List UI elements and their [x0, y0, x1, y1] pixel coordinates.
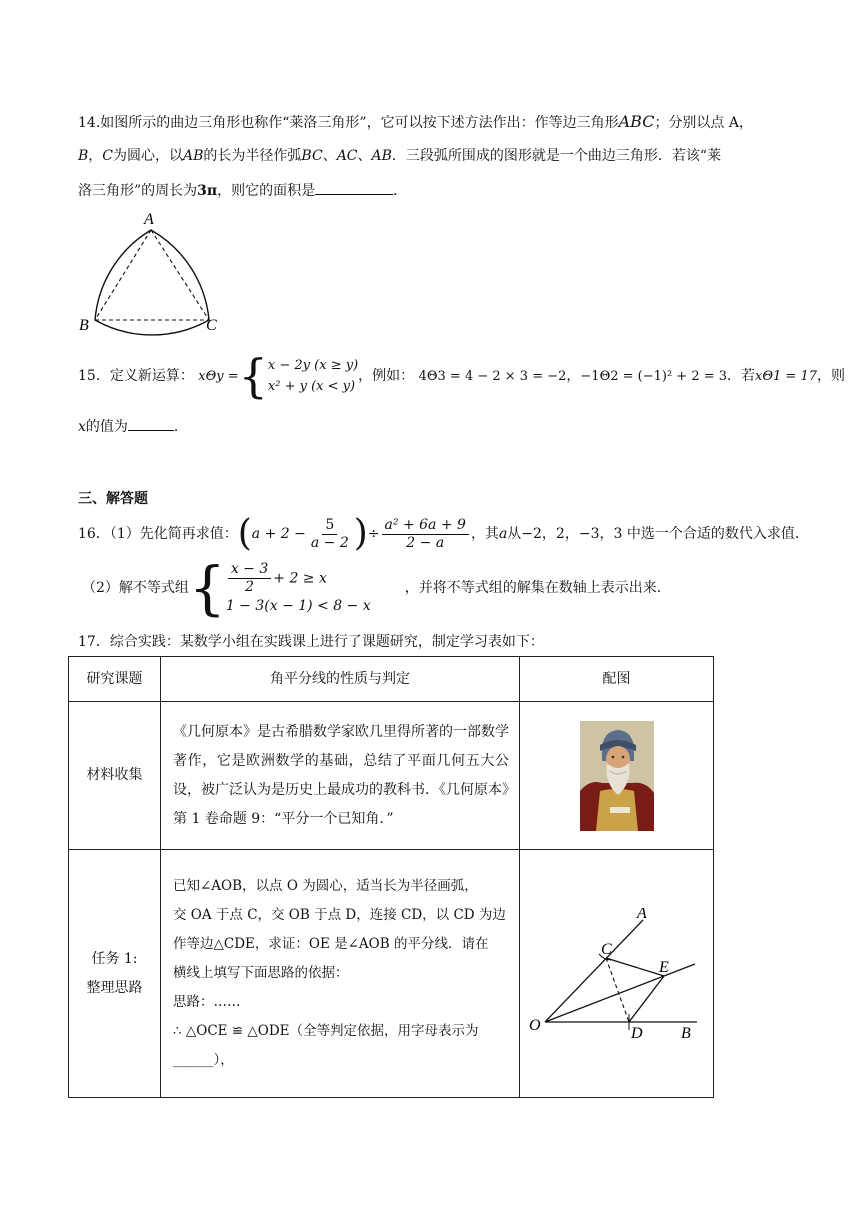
q16-part2-label: （2）解不等式组: [82, 580, 189, 596]
study-table: [68, 656, 714, 1098]
section-3-title: 三、解答题: [78, 491, 148, 507]
q15-example-2: −1Θ2 = (−1)² + 2 = 3: [580, 369, 728, 384]
q14-line-3: [78, 180, 407, 201]
label-a: A: [144, 211, 154, 228]
row2-line: 横线上填写下面思路的依据：: [173, 965, 349, 981]
q14-arc-ab: AB: [371, 148, 392, 164]
row2-line: 已知∠AOB，以点 O 为圆心，适当长为半径画弧，: [173, 878, 478, 894]
row1-text: 《几何原本》是古希腊数学家欧几里得所著的一部数学著作，它是欧洲数学的基础，总结了平面几何五大公设，被广泛认为是历史上最成功的教科书．《几何原本》第 1 卷命题 9：“平分一个已知角．”: [173, 723, 509, 827]
q14-text: ．三段弧所围成的图形就是一个曲边三角形．若该“莱: [391, 148, 722, 164]
ray-oe: [545, 964, 695, 1022]
q15-text: ．: [173, 419, 188, 435]
q16-part1-label: （1）先化简再求值：: [109, 526, 238, 542]
q15-text: 的值为: [85, 419, 128, 435]
q16-divide-sign: ÷: [367, 526, 380, 542]
q14-text: 为圆心，以: [113, 148, 184, 164]
q16-text: 从−2，2，−3，3 中选一个合适的数代入求值．: [507, 526, 809, 542]
label-a: A: [636, 907, 647, 922]
q15-case-1: x − 2y (x ≥ y): [267, 358, 359, 373]
q15-brace: {: [238, 349, 268, 403]
header-topic: 研究课题: [69, 657, 161, 702]
q15-text: ，则: [817, 368, 845, 384]
ray-oa: [545, 920, 643, 1022]
q14-text: ，则它的面积是: [217, 183, 316, 199]
q16-fraction-1: [308, 517, 352, 552]
euclid-portrait: [580, 721, 654, 831]
row2-content: [161, 850, 520, 1098]
row1-content: [161, 702, 520, 850]
q15-case-2: x² + y (x < y): [267, 379, 356, 394]
q16-text: ，并将不等式组的解集在数轴上表示出来．: [404, 580, 671, 596]
fraction-numerator: x − 3: [228, 561, 271, 579]
table-header-row: [69, 657, 714, 702]
q15-text: 定义新运算：: [109, 368, 194, 384]
row2-label-1: 任务 1:: [91, 950, 138, 967]
q16-text: ，其: [470, 526, 499, 542]
row2-label: [69, 850, 161, 1098]
row2-line: 交 OA 于点 C，交 OB 于点 D，连接 CD，以 CD 为边: [173, 907, 506, 923]
q16-inequality-1: [226, 561, 371, 596]
q16-part-2: [82, 554, 671, 622]
q16-fraction-2: [382, 517, 469, 552]
q15-line-1: [78, 349, 845, 403]
q16-expr: a + 2 −: [251, 526, 306, 542]
q14-var: B: [78, 148, 89, 164]
q14-arc-bc: BC: [301, 148, 323, 164]
fraction-numerator: a² + 6a + 9: [382, 517, 469, 535]
q15-var-x: x: [78, 419, 86, 435]
q16-part-1: [78, 512, 809, 556]
q16-paren-open: (: [237, 513, 252, 554]
q15-text: ．若: [727, 368, 756, 384]
angle-bisector-figure: [525, 908, 709, 1058]
q14-number: 14.: [78, 115, 101, 131]
q14-text: ．: [393, 183, 408, 199]
q15-line-2: [78, 416, 188, 437]
q15-answer-blank[interactable]: [128, 416, 174, 431]
label-e: E: [658, 958, 669, 976]
q14-text: 、: [357, 148, 372, 164]
q16-brace: {: [188, 554, 226, 622]
q14-var: AB: [183, 148, 204, 164]
row2-line: 作等边△CDE，求证：OE 是∠AOB 的平分线．请在: [173, 936, 489, 952]
q16-number: 16．: [78, 526, 110, 542]
label-o: O: [528, 1016, 541, 1034]
row2-line: ∴ △OCE ≌ △ODE（全等判定依据，用字母表示为: [173, 1023, 479, 1039]
q14-text: ，: [88, 148, 103, 164]
q14-text: ；分别以点 A，: [654, 115, 753, 131]
table-row-task1: [69, 850, 714, 1098]
row2-figure-cell: [520, 850, 714, 1098]
q16-paren-close: ): [353, 513, 368, 554]
q15-cases: [268, 355, 358, 397]
triangle-side-ab: [95, 230, 151, 320]
row2-text: [161, 868, 519, 1079]
label-b: B: [79, 317, 89, 334]
row1-label: 材料收集: [69, 702, 161, 850]
header-figure: 配图: [520, 657, 714, 702]
q16-ineq-fraction: [228, 561, 271, 596]
q14-text: 的长为半径作弧: [203, 148, 302, 164]
label-c: C: [600, 940, 612, 958]
row2-label-2: 整理思路: [86, 979, 143, 996]
q16-var-a: a: [498, 526, 508, 542]
q15-definition-lhs: xΘy =: [198, 369, 239, 384]
q14-text: 、: [322, 148, 337, 164]
segment-cd: [606, 958, 629, 1022]
label-c: C: [206, 317, 217, 334]
row2-line: 思路：……: [173, 994, 241, 1010]
q14-answer-blank[interactable]: [315, 180, 393, 195]
fraction-denominator: 2: [245, 578, 254, 595]
fraction-denominator: 2 − a: [406, 534, 445, 551]
table-row-materials: [69, 702, 714, 850]
fraction-denominator: a − 2: [310, 534, 349, 551]
q16-ineq-rest: + 2 ≥ x: [273, 570, 327, 586]
q14-line-2: [78, 146, 721, 166]
q14-line-1: [78, 112, 753, 133]
q14-perimeter: 3π: [197, 183, 218, 199]
q16-inequality-2: 1 − 3(x − 1) < 8 − x: [225, 597, 371, 614]
reuleaux-triangle-figure: [76, 206, 236, 338]
q17-intro: 17．综合实践：某数学小组在实践课上进行了课题研究，制定学习表如下：: [78, 634, 544, 650]
row1-figure-cell: [520, 702, 714, 850]
q16-inequalities: [226, 561, 371, 616]
q14-text: 如图所示的曲边三角形也称作“莱洛三角形”，它可以按下述方法作出：作等边三角形: [100, 115, 619, 131]
q14-arc-ac: AC: [336, 148, 358, 164]
row2-line: ______），: [173, 1052, 234, 1068]
triangle-side-ac: [151, 230, 209, 320]
q15-text: ，: [566, 368, 581, 384]
q15-number: 15．: [78, 368, 110, 384]
q15-text: ，例如：: [358, 368, 415, 384]
header-title: 角平分线的性质与判定: [161, 657, 520, 702]
label-b: B: [680, 1024, 691, 1042]
reuleaux-outline: [95, 230, 209, 335]
fraction-numerator: 5: [322, 517, 337, 535]
segment-ce: [606, 958, 664, 976]
label-d: D: [630, 1024, 643, 1042]
q14-text: 洛三角形”的周长为: [78, 183, 198, 199]
q14-var-abc: ABC: [618, 112, 655, 131]
q15-example-1: 4Θ3 = 4 − 2 × 3 = −2: [418, 369, 567, 384]
q15-condition: xΘ1 = 17: [755, 369, 817, 384]
q14-var: C: [102, 148, 114, 164]
